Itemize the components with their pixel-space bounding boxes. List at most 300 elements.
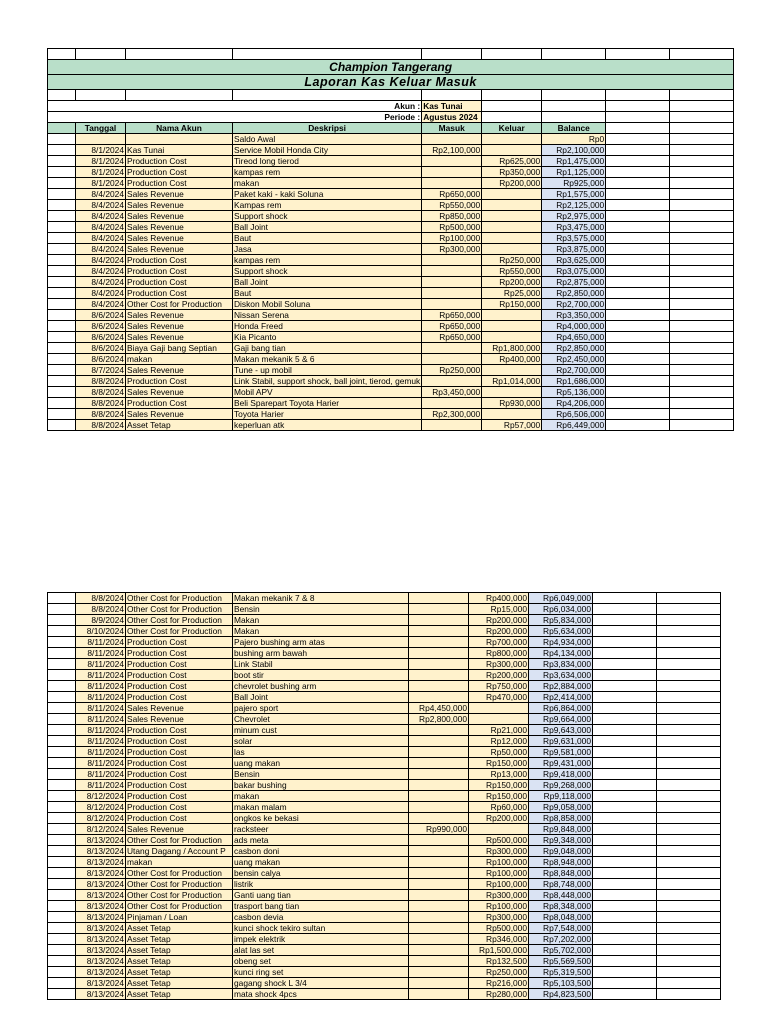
cell-tanggal[interactable]: 8/13/2024 bbox=[76, 835, 126, 846]
cell-balance[interactable]: Rp8,848,000 bbox=[529, 868, 593, 879]
cell-tanggal[interactable]: 8/1/2024 bbox=[76, 145, 126, 156]
cell-keluar[interactable]: Rp200,000 bbox=[469, 813, 529, 824]
cell-masuk[interactable] bbox=[409, 945, 469, 956]
cell-deskripsi[interactable]: kampas rem bbox=[233, 255, 422, 266]
cell-deskripsi[interactable]: casbon doni bbox=[233, 846, 409, 857]
cell-nama-akun[interactable]: Sales Revenue bbox=[126, 714, 233, 725]
cell-deskripsi[interactable]: Makan mekanik 7 & 8 bbox=[233, 593, 409, 604]
cell-tanggal[interactable]: 8/11/2024 bbox=[76, 780, 126, 791]
cell-deskripsi[interactable]: las bbox=[233, 747, 409, 758]
cell-deskripsi[interactable]: kampas rem bbox=[233, 167, 422, 178]
cell-deskripsi[interactable]: Support shock bbox=[233, 211, 422, 222]
cell-nama-akun[interactable]: Production Cost bbox=[126, 398, 233, 409]
cell-masuk[interactable] bbox=[409, 967, 469, 978]
cell-masuk[interactable]: Rp2,100,000 bbox=[422, 145, 482, 156]
cell-nama-akun[interactable]: Production Cost bbox=[126, 266, 233, 277]
cell-tanggal[interactable]: 8/4/2024 bbox=[76, 222, 126, 233]
cell-tanggal[interactable]: 8/8/2024 bbox=[76, 593, 126, 604]
cell-keluar[interactable]: Rp300,000 bbox=[469, 912, 529, 923]
cell-balance[interactable]: Rp2,450,000 bbox=[542, 354, 606, 365]
cell-keluar[interactable] bbox=[482, 145, 542, 156]
cell-tanggal[interactable]: 8/4/2024 bbox=[76, 288, 126, 299]
cell-deskripsi[interactable]: Support shock bbox=[233, 266, 422, 277]
cell-balance[interactable]: Rp3,575,000 bbox=[542, 233, 606, 244]
cell-balance[interactable]: Rp7,202,000 bbox=[529, 934, 593, 945]
cell-balance[interactable]: Rp3,075,000 bbox=[542, 266, 606, 277]
cell-tanggal[interactable]: 8/8/2024 bbox=[76, 420, 126, 431]
cell-keluar[interactable]: Rp60,000 bbox=[469, 802, 529, 813]
cell-balance[interactable]: Rp8,048,000 bbox=[529, 912, 593, 923]
cell-balance[interactable]: Rp3,475,000 bbox=[542, 222, 606, 233]
cell-keluar[interactable]: Rp625,000 bbox=[482, 156, 542, 167]
cell-masuk[interactable] bbox=[409, 978, 469, 989]
cell-deskripsi[interactable]: Kampas rem bbox=[233, 200, 422, 211]
cell-nama-akun[interactable]: Sales Revenue bbox=[126, 387, 233, 398]
cell-deskripsi[interactable]: bushing arm bawah bbox=[233, 648, 409, 659]
cell-deskripsi[interactable]: Makan bbox=[233, 626, 409, 637]
cell-deskripsi[interactable]: makan malam bbox=[233, 802, 409, 813]
cell-deskripsi[interactable]: mata shock 4pcs bbox=[233, 989, 409, 1000]
cell-keluar[interactable]: Rp300,000 bbox=[469, 890, 529, 901]
cell-deskripsi[interactable]: casbon devia bbox=[233, 912, 409, 923]
cell-nama-akun[interactable]: Sales Revenue bbox=[126, 233, 233, 244]
cell-nama-akun[interactable]: makan bbox=[126, 354, 233, 365]
cell-balance[interactable]: Rp2,700,000 bbox=[542, 299, 606, 310]
cell-tanggal[interactable]: 8/8/2024 bbox=[76, 387, 126, 398]
cell-keluar[interactable]: Rp700,000 bbox=[469, 637, 529, 648]
cell-keluar[interactable] bbox=[482, 233, 542, 244]
cell-tanggal[interactable]: 8/1/2024 bbox=[76, 178, 126, 189]
cell-masuk[interactable] bbox=[409, 868, 469, 879]
cell-deskripsi[interactable]: Tune - up mobil bbox=[233, 365, 422, 376]
cell-nama-akun[interactable]: Production Cost bbox=[126, 692, 233, 703]
cell-deskripsi[interactable]: minum cust bbox=[233, 725, 409, 736]
cell-masuk[interactable] bbox=[422, 277, 482, 288]
cell-keluar[interactable]: Rp100,000 bbox=[469, 901, 529, 912]
cell-masuk[interactable]: Rp500,000 bbox=[422, 222, 482, 233]
cell-masuk[interactable] bbox=[409, 615, 469, 626]
cell-tanggal[interactable]: 8/11/2024 bbox=[76, 769, 126, 780]
cell-nama-akun[interactable]: Production Cost bbox=[126, 725, 233, 736]
cell-balance[interactable]: Rp2,875,000 bbox=[542, 277, 606, 288]
cell-tanggal[interactable]: 8/11/2024 bbox=[76, 670, 126, 681]
cell-nama-akun[interactable]: Production Cost bbox=[126, 670, 233, 681]
cell-tanggal[interactable]: 8/4/2024 bbox=[76, 211, 126, 222]
cell-nama-akun[interactable]: Production Cost bbox=[126, 288, 233, 299]
cell-deskripsi[interactable]: Ball Joint bbox=[233, 692, 409, 703]
cell-keluar[interactable]: Rp150,000 bbox=[469, 758, 529, 769]
cell-masuk[interactable] bbox=[409, 835, 469, 846]
cell-keluar[interactable]: Rp100,000 bbox=[469, 857, 529, 868]
cell-masuk[interactable] bbox=[409, 813, 469, 824]
cell-balance[interactable]: Rp3,625,000 bbox=[542, 255, 606, 266]
cell-deskripsi[interactable]: Link Stabil bbox=[233, 659, 409, 670]
cell-masuk[interactable] bbox=[422, 376, 482, 387]
cell-balance[interactable]: Rp4,934,000 bbox=[529, 637, 593, 648]
cell-tanggal[interactable]: 8/8/2024 bbox=[76, 409, 126, 420]
cell-masuk[interactable]: Rp100,000 bbox=[422, 233, 482, 244]
cell-balance[interactable]: Rp3,834,000 bbox=[529, 659, 593, 670]
cell-nama-akun[interactable]: Other Cost for Production bbox=[126, 299, 233, 310]
cell-masuk[interactable] bbox=[422, 288, 482, 299]
cell-tanggal[interactable]: 8/6/2024 bbox=[76, 321, 126, 332]
cell-nama-akun[interactable]: Sales Revenue bbox=[126, 189, 233, 200]
cell-keluar[interactable]: Rp132,500 bbox=[469, 956, 529, 967]
cell-tanggal[interactable]: 8/13/2024 bbox=[76, 923, 126, 934]
cell-nama-akun[interactable]: Asset Tetap bbox=[126, 945, 233, 956]
cell-nama-akun[interactable]: Other Cost for Production bbox=[126, 615, 233, 626]
cell-balance[interactable]: Rp5,136,000 bbox=[542, 387, 606, 398]
cell-keluar[interactable]: Rp100,000 bbox=[469, 879, 529, 890]
cell-deskripsi[interactable]: makan bbox=[233, 791, 409, 802]
cell-masuk[interactable] bbox=[409, 989, 469, 1000]
cell-keluar[interactable] bbox=[482, 189, 542, 200]
cell-nama-akun[interactable]: Production Cost bbox=[126, 747, 233, 758]
cell-tanggal[interactable]: 8/12/2024 bbox=[76, 813, 126, 824]
cell-keluar[interactable]: Rp930,000 bbox=[482, 398, 542, 409]
cell-nama-akun[interactable]: Production Cost bbox=[126, 681, 233, 692]
cell-keluar[interactable]: Rp150,000 bbox=[469, 791, 529, 802]
cell-keluar[interactable] bbox=[469, 703, 529, 714]
cell-balance[interactable]: Rp9,581,000 bbox=[529, 747, 593, 758]
cell-tanggal[interactable]: 8/4/2024 bbox=[76, 200, 126, 211]
cell-balance[interactable]: Rp9,643,000 bbox=[529, 725, 593, 736]
cell-deskripsi[interactable]: kunci shock tekiro sultan bbox=[233, 923, 409, 934]
cell-balance[interactable]: Rp6,506,000 bbox=[542, 409, 606, 420]
cell-tanggal[interactable]: 8/7/2024 bbox=[76, 365, 126, 376]
cell-deskripsi[interactable]: uang makan bbox=[233, 857, 409, 868]
cell-deskripsi[interactable]: Link Stabil, support shock, ball joint, tierod, gemuk bbox=[234, 376, 421, 386]
cell-keluar[interactable]: Rp1,500,000 bbox=[469, 945, 529, 956]
cell-keluar[interactable]: Rp100,000 bbox=[469, 868, 529, 879]
cell-balance[interactable]: Rp4,823,500 bbox=[529, 989, 593, 1000]
cell-tanggal[interactable]: 8/4/2024 bbox=[76, 233, 126, 244]
cell-masuk[interactable] bbox=[422, 398, 482, 409]
cell-keluar[interactable]: Rp300,000 bbox=[469, 659, 529, 670]
cell-deskripsi[interactable]: listrik bbox=[233, 879, 409, 890]
cell-tanggal[interactable]: 8/13/2024 bbox=[76, 901, 126, 912]
cell-deskripsi[interactable]: Baut bbox=[233, 288, 422, 299]
cell-balance[interactable]: Rp3,350,000 bbox=[542, 310, 606, 321]
cell-masuk[interactable] bbox=[409, 604, 469, 615]
cell-tanggal[interactable]: 8/11/2024 bbox=[76, 648, 126, 659]
cell-balance[interactable]: Rp8,948,000 bbox=[529, 857, 593, 868]
cell-masuk[interactable] bbox=[409, 725, 469, 736]
cell-deskripsi[interactable]: Ganti uang tian bbox=[233, 890, 409, 901]
cell-keluar[interactable] bbox=[469, 714, 529, 725]
cell-tanggal[interactable]: 8/8/2024 bbox=[76, 604, 126, 615]
cell-keluar[interactable]: Rp500,000 bbox=[469, 835, 529, 846]
cell-tanggal[interactable]: 8/6/2024 bbox=[76, 343, 126, 354]
cell-keluar[interactable]: Rp200,000 bbox=[469, 615, 529, 626]
cell-deskripsi[interactable]: pajero sport bbox=[233, 703, 409, 714]
cell-balance[interactable]: Rp4,000,000 bbox=[542, 321, 606, 332]
cell-nama-akun[interactable]: Production Cost bbox=[126, 802, 233, 813]
cell-masuk[interactable]: Rp4,450,000 bbox=[409, 703, 469, 714]
cell-balance[interactable]: Rp3,634,000 bbox=[529, 670, 593, 681]
cell-masuk[interactable]: Rp650,000 bbox=[422, 321, 482, 332]
saldo-awal-label[interactable]: Saldo Awal bbox=[233, 134, 422, 145]
saldo-awal-balance[interactable]: Rp0 bbox=[542, 134, 606, 145]
cell-tanggal[interactable]: 8/12/2024 bbox=[76, 802, 126, 813]
cell-nama-akun[interactable]: Asset Tetap bbox=[126, 956, 233, 967]
cell-deskripsi[interactable]: Chevrolet bbox=[233, 714, 409, 725]
cell-keluar[interactable]: Rp800,000 bbox=[469, 648, 529, 659]
cell-masuk[interactable]: Rp550,000 bbox=[422, 200, 482, 211]
cell-deskripsi[interactable]: obeng set bbox=[233, 956, 409, 967]
cell-nama-akun[interactable]: Asset Tetap bbox=[126, 967, 233, 978]
cell-balance[interactable]: Rp3,875,000 bbox=[542, 244, 606, 255]
cell-tanggal[interactable]: 8/1/2024 bbox=[76, 167, 126, 178]
cell-balance[interactable]: Rp9,631,000 bbox=[529, 736, 593, 747]
cell-nama-akun[interactable]: Production Cost bbox=[126, 648, 233, 659]
cell-keluar[interactable]: Rp21,000 bbox=[469, 725, 529, 736]
cell-keluar[interactable] bbox=[482, 332, 542, 343]
cell-masuk[interactable] bbox=[409, 846, 469, 857]
cell-tanggal[interactable]: 8/11/2024 bbox=[76, 747, 126, 758]
cell-tanggal[interactable]: 8/4/2024 bbox=[76, 244, 126, 255]
cell-nama-akun[interactable]: Kas Tunai bbox=[126, 145, 233, 156]
cell-deskripsi[interactable]: Ball Joint bbox=[233, 222, 422, 233]
cell-keluar[interactable]: Rp200,000 bbox=[469, 670, 529, 681]
cell-keluar[interactable] bbox=[482, 310, 542, 321]
cell-keluar[interactable] bbox=[469, 824, 529, 835]
cell-nama-akun[interactable]: Sales Revenue bbox=[126, 321, 233, 332]
cell-nama-akun[interactable]: Production Cost bbox=[126, 736, 233, 747]
cell-keluar[interactable]: Rp216,000 bbox=[469, 978, 529, 989]
cell-deskripsi[interactable]: alat las set bbox=[233, 945, 409, 956]
cell-balance[interactable]: Rp5,634,000 bbox=[529, 626, 593, 637]
cell-keluar[interactable]: Rp150,000 bbox=[482, 299, 542, 310]
cell-balance[interactable]: Rp6,049,000 bbox=[529, 593, 593, 604]
cell-masuk[interactable] bbox=[422, 343, 482, 354]
cell-masuk[interactable] bbox=[409, 637, 469, 648]
cell-deskripsi[interactable]: solar bbox=[233, 736, 409, 747]
cell-deskripsi[interactable]: Tireod long tierod bbox=[233, 156, 422, 167]
cell-deskripsi[interactable]: uang makan bbox=[233, 758, 409, 769]
cell-tanggal[interactable]: 8/12/2024 bbox=[76, 791, 126, 802]
cell-nama-akun[interactable]: makan bbox=[126, 857, 233, 868]
cell-nama-akun[interactable]: Production Cost bbox=[126, 637, 233, 648]
cell-deskripsi[interactable]: Baut bbox=[233, 233, 422, 244]
cell-masuk[interactable] bbox=[422, 420, 482, 431]
cell-deskripsi[interactable]: Toyota Harier bbox=[233, 409, 422, 420]
cell-tanggal[interactable]: 8/13/2024 bbox=[76, 912, 126, 923]
cell-masuk[interactable] bbox=[422, 167, 482, 178]
cell-tanggal[interactable]: 8/9/2024 bbox=[76, 615, 126, 626]
cell-balance[interactable]: Rp6,864,000 bbox=[529, 703, 593, 714]
cell-deskripsi[interactable]: Beli Sparepart Toyota Harier bbox=[233, 398, 422, 409]
cell-nama-akun[interactable]: Production Cost bbox=[126, 659, 233, 670]
cell-tanggal[interactable]: 8/12/2024 bbox=[76, 824, 126, 835]
cell-keluar[interactable]: Rp1,800,000 bbox=[482, 343, 542, 354]
cell-nama-akun[interactable]: Asset Tetap bbox=[126, 989, 233, 1000]
cell-deskripsi[interactable]: Diskon Mobil Soluna bbox=[233, 299, 422, 310]
cell-tanggal[interactable]: 8/13/2024 bbox=[76, 890, 126, 901]
cell-keluar[interactable]: Rp550,000 bbox=[482, 266, 542, 277]
cell-deskripsi[interactable]: keperluan atk bbox=[233, 420, 422, 431]
cell-balance[interactable]: Rp8,858,000 bbox=[529, 813, 593, 824]
cell-tanggal[interactable]: 8/11/2024 bbox=[76, 703, 126, 714]
cell-masuk[interactable] bbox=[409, 923, 469, 934]
cell-tanggal[interactable]: 8/13/2024 bbox=[76, 846, 126, 857]
cell-masuk[interactable] bbox=[409, 758, 469, 769]
cell-deskripsi[interactable]: impek elektrik bbox=[233, 934, 409, 945]
cell-tanggal[interactable]: 8/10/2024 bbox=[76, 626, 126, 637]
cell-masuk[interactable] bbox=[409, 626, 469, 637]
cell-tanggal[interactable]: 8/4/2024 bbox=[76, 189, 126, 200]
cell-balance[interactable]: Rp9,418,000 bbox=[529, 769, 593, 780]
cell-nama-akun[interactable]: Other Cost for Production bbox=[126, 901, 233, 912]
cell-nama-akun[interactable]: Production Cost bbox=[126, 167, 233, 178]
cell-keluar[interactable]: Rp280,000 bbox=[469, 989, 529, 1000]
cell-nama-akun[interactable]: Sales Revenue bbox=[126, 222, 233, 233]
cell-balance[interactable]: Rp2,125,000 bbox=[542, 200, 606, 211]
cell-tanggal[interactable]: 8/4/2024 bbox=[76, 266, 126, 277]
cell-keluar[interactable] bbox=[482, 321, 542, 332]
cell-balance[interactable]: Rp4,650,000 bbox=[542, 332, 606, 343]
cell-keluar[interactable]: Rp200,000 bbox=[469, 626, 529, 637]
cell-balance[interactable]: Rp2,975,000 bbox=[542, 211, 606, 222]
cell-keluar[interactable] bbox=[482, 365, 542, 376]
cell-keluar[interactable]: Rp12,000 bbox=[469, 736, 529, 747]
cell-tanggal[interactable]: 8/11/2024 bbox=[76, 758, 126, 769]
cell-keluar[interactable]: Rp350,000 bbox=[482, 167, 542, 178]
cell-tanggal[interactable]: 8/11/2024 bbox=[76, 681, 126, 692]
cell-nama-akun[interactable]: Other Cost for Production bbox=[126, 868, 233, 879]
cell-keluar[interactable]: Rp150,000 bbox=[469, 780, 529, 791]
cell-nama-akun[interactable]: Sales Revenue bbox=[126, 409, 233, 420]
cell-balance[interactable]: Rp2,414,000 bbox=[529, 692, 593, 703]
cell-tanggal[interactable]: 8/8/2024 bbox=[76, 376, 126, 387]
cell-nama-akun[interactable]: Asset Tetap bbox=[126, 923, 233, 934]
cell-keluar[interactable]: Rp250,000 bbox=[482, 255, 542, 266]
cell-nama-akun[interactable]: Production Cost bbox=[126, 156, 233, 167]
cell-deskripsi[interactable]: Service Mobil Honda City bbox=[233, 145, 422, 156]
cell-masuk[interactable]: Rp2,800,000 bbox=[409, 714, 469, 725]
cell-nama-akun[interactable]: Sales Revenue bbox=[126, 824, 233, 835]
cell-balance[interactable]: Rp9,348,000 bbox=[529, 835, 593, 846]
cell-nama-akun[interactable]: Sales Revenue bbox=[126, 244, 233, 255]
cell-balance[interactable]: Rp7,548,000 bbox=[529, 923, 593, 934]
cell-tanggal[interactable]: 8/6/2024 bbox=[76, 310, 126, 321]
cell-nama-akun[interactable]: Sales Revenue bbox=[126, 200, 233, 211]
cell-deskripsi[interactable]: Gaji bang tian bbox=[233, 343, 422, 354]
cell-balance[interactable]: Rp5,702,000 bbox=[529, 945, 593, 956]
cell-keluar[interactable]: Rp13,000 bbox=[469, 769, 529, 780]
cell-keluar[interactable]: Rp200,000 bbox=[482, 178, 542, 189]
cell-masuk[interactable]: Rp650,000 bbox=[422, 332, 482, 343]
cell-masuk[interactable] bbox=[409, 692, 469, 703]
cell-tanggal[interactable]: 8/8/2024 bbox=[76, 398, 126, 409]
cell-nama-akun[interactable]: Other Cost for Production bbox=[126, 626, 233, 637]
cell-keluar[interactable] bbox=[482, 387, 542, 398]
cell-tanggal[interactable]: 8/13/2024 bbox=[76, 879, 126, 890]
cell-balance[interactable]: Rp2,884,000 bbox=[529, 681, 593, 692]
cell-tanggal[interactable]: 8/11/2024 bbox=[76, 692, 126, 703]
cell-balance[interactable]: Rp8,748,000 bbox=[529, 879, 593, 890]
cell-balance[interactable]: Rp2,850,000 bbox=[542, 343, 606, 354]
cell-masuk[interactable] bbox=[409, 670, 469, 681]
cell-deskripsi[interactable]: bakar bushing bbox=[233, 780, 409, 791]
cell-masuk[interactable]: Rp2,300,000 bbox=[422, 409, 482, 420]
cell-masuk[interactable] bbox=[409, 736, 469, 747]
cell-tanggal[interactable]: 8/13/2024 bbox=[76, 868, 126, 879]
cell-deskripsi[interactable]: Nissan Serena bbox=[233, 310, 422, 321]
cell-nama-akun[interactable]: Production Cost bbox=[126, 780, 233, 791]
cell-masuk[interactable] bbox=[422, 255, 482, 266]
cell-deskripsi[interactable]: ads meta bbox=[233, 835, 409, 846]
cell-balance[interactable]: Rp9,431,000 bbox=[529, 758, 593, 769]
cell-keluar[interactable]: Rp400,000 bbox=[469, 593, 529, 604]
cell-masuk[interactable] bbox=[422, 266, 482, 277]
cell-tanggal[interactable]: 8/1/2024 bbox=[76, 156, 126, 167]
cell-nama-akun[interactable]: Asset Tetap bbox=[126, 420, 233, 431]
cell-nama-akun[interactable]: Utang Dagang / Account P bbox=[126, 846, 233, 857]
cell-nama-akun[interactable]: Production Cost bbox=[126, 376, 233, 387]
cell-balance[interactable]: Rp6,449,000 bbox=[542, 420, 606, 431]
cell-masuk[interactable] bbox=[409, 648, 469, 659]
cell-tanggal[interactable]: 8/13/2024 bbox=[76, 967, 126, 978]
cell-balance[interactable]: Rp2,850,000 bbox=[542, 288, 606, 299]
cell-balance[interactable]: Rp1,475,000 bbox=[542, 156, 606, 167]
cell-keluar[interactable]: Rp346,000 bbox=[469, 934, 529, 945]
cell-nama-akun[interactable]: Asset Tetap bbox=[126, 934, 233, 945]
cell-nama-akun[interactable]: Sales Revenue bbox=[126, 332, 233, 343]
cell-keluar[interactable]: Rp400,000 bbox=[482, 354, 542, 365]
cell-deskripsi[interactable]: Paket kaki - kaki Soluna bbox=[233, 189, 422, 200]
cell-tanggal[interactable]: 8/11/2024 bbox=[76, 637, 126, 648]
cell-masuk[interactable]: Rp650,000 bbox=[422, 310, 482, 321]
cell-masuk[interactable] bbox=[409, 791, 469, 802]
cell-tanggal[interactable]: 8/11/2024 bbox=[76, 659, 126, 670]
cell-balance[interactable]: Rp6,034,000 bbox=[529, 604, 593, 615]
cell-balance[interactable]: Rp9,118,000 bbox=[529, 791, 593, 802]
cell-keluar[interactable] bbox=[482, 211, 542, 222]
cell-nama-akun[interactable]: Sales Revenue bbox=[126, 310, 233, 321]
cell-balance[interactable]: Rp5,103,500 bbox=[529, 978, 593, 989]
cell-balance[interactable]: Rp9,848,000 bbox=[529, 824, 593, 835]
periode-value[interactable]: Agustus 2024 bbox=[422, 112, 482, 123]
cell-masuk[interactable] bbox=[409, 747, 469, 758]
cell-masuk[interactable] bbox=[409, 901, 469, 912]
cell-balance[interactable]: Rp2,100,000 bbox=[542, 145, 606, 156]
cell-keluar[interactable]: Rp250,000 bbox=[469, 967, 529, 978]
akun-value[interactable]: Kas Tunai bbox=[422, 101, 482, 112]
cell-deskripsi[interactable]: Bensin bbox=[233, 604, 409, 615]
cell-deskripsi[interactable]: Mobil APV bbox=[233, 387, 422, 398]
cell-tanggal[interactable]: 8/4/2024 bbox=[76, 277, 126, 288]
cell-masuk[interactable]: Rp300,000 bbox=[422, 244, 482, 255]
cell-deskripsi[interactable]: Bensin bbox=[233, 769, 409, 780]
cell-balance[interactable]: Rp1,575,000 bbox=[542, 189, 606, 200]
cell-masuk[interactable] bbox=[409, 780, 469, 791]
cell-balance[interactable]: Rp5,569,500 bbox=[529, 956, 593, 967]
cell-tanggal[interactable]: 8/13/2024 bbox=[76, 956, 126, 967]
cell-keluar[interactable] bbox=[482, 200, 542, 211]
cell-keluar[interactable]: Rp750,000 bbox=[469, 681, 529, 692]
cell-nama-akun[interactable]: Pinjaman / Loan bbox=[126, 912, 233, 923]
cell-nama-akun[interactable]: Production Cost bbox=[126, 178, 233, 189]
cell-nama-akun[interactable]: Asset Tetap bbox=[126, 978, 233, 989]
cell-balance[interactable]: Rp5,319,500 bbox=[529, 967, 593, 978]
cell-masuk[interactable] bbox=[409, 802, 469, 813]
cell-deskripsi[interactable]: bensin calya bbox=[233, 868, 409, 879]
cell-nama-akun[interactable]: Other Cost for Production bbox=[126, 593, 233, 604]
cell-masuk[interactable]: Rp850,000 bbox=[422, 211, 482, 222]
cell-masuk[interactable] bbox=[422, 156, 482, 167]
cell-keluar[interactable]: Rp15,000 bbox=[469, 604, 529, 615]
